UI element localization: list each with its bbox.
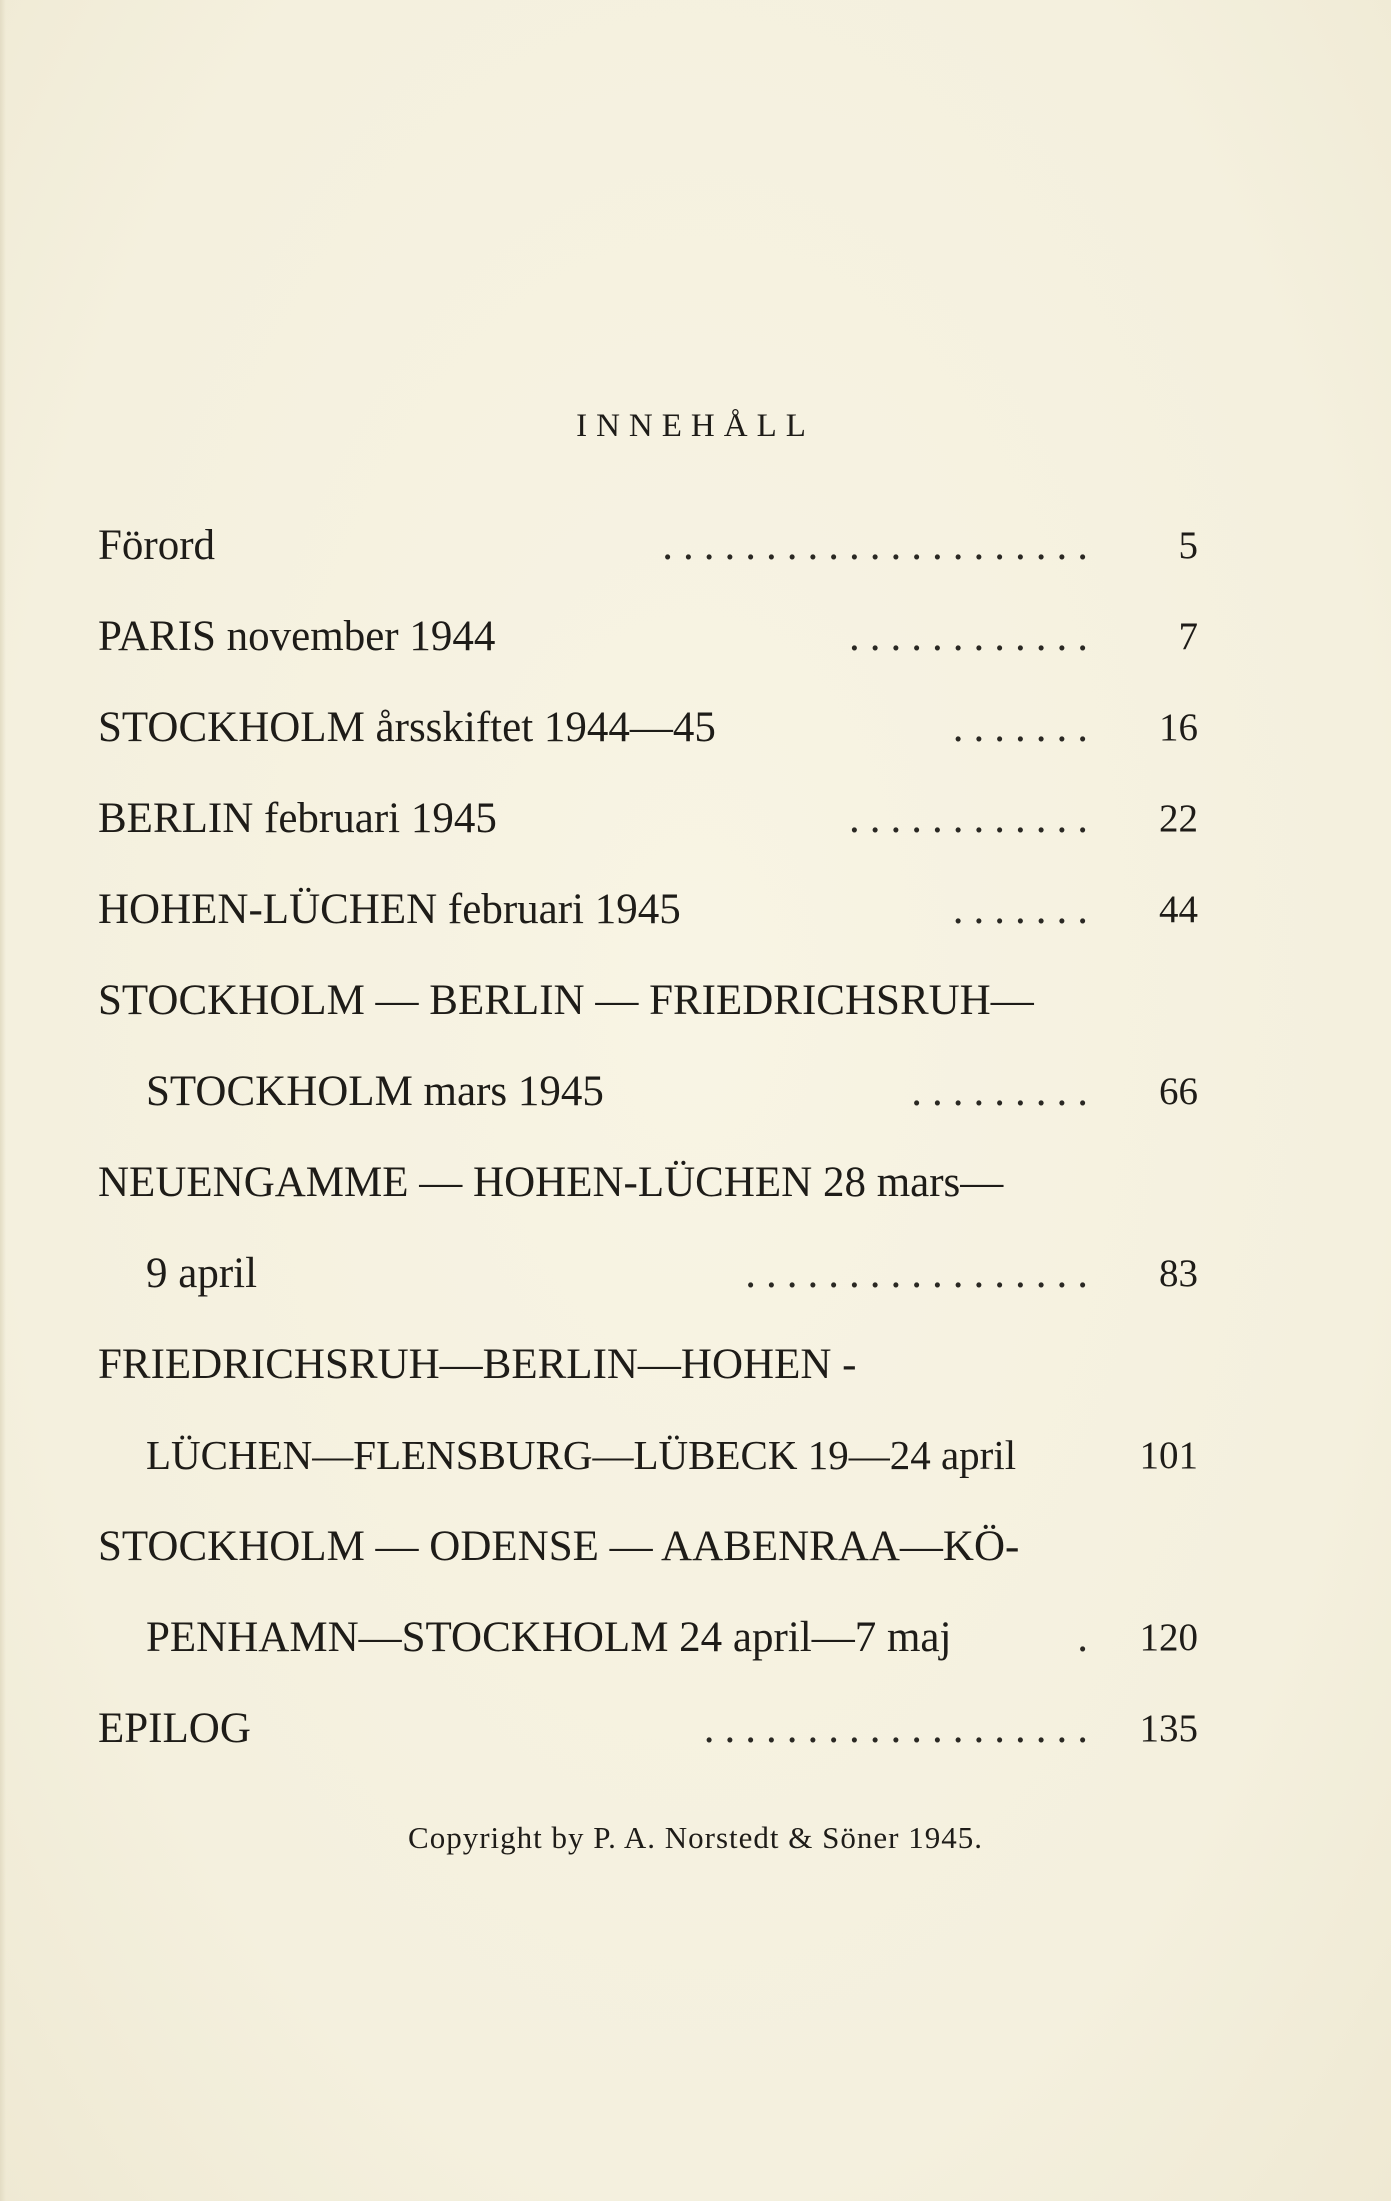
toc-leader-dots: ....... — [952, 704, 1098, 751]
toc-entry-title-continued: 9 april — [146, 1250, 258, 1297]
toc-page-number: 101 — [1139, 1434, 1198, 1477]
toc-page-number: 135 — [1139, 1707, 1198, 1750]
toc-entry-title: FRIEDRICHSRUH—BERLIN—HOHEN - — [98, 1341, 857, 1388]
copyright-notice: Copyright by P. A. Norstedt & Söner 1945. — [408, 1820, 983, 1855]
toc-page-number: 22 — [1159, 797, 1198, 840]
toc-leader-dots: ..................... — [662, 522, 1098, 569]
toc-entry-neuengamme-line2 — [98, 1228, 1198, 1319]
toc-entry-epilog — [98, 1683, 1198, 1774]
toc-entry-neuengamme-line1 — [98, 1137, 1198, 1228]
toc-heading: INNEHÅLL — [576, 408, 815, 444]
toc-page-number: 83 — [1159, 1252, 1198, 1295]
toc-entry-friedrichsruh-line2 — [98, 1410, 1198, 1501]
toc-leader-dots: . — [1077, 1614, 1098, 1661]
toc-entry-hohen-luchen — [98, 864, 1198, 955]
toc-entry-stockholm-berlin-line1 — [98, 955, 1198, 1046]
toc-entry-stockholm-berlin-line2 — [98, 1046, 1198, 1137]
toc-entry-title: HOHEN-LÜCHEN februari 1945 — [98, 886, 681, 933]
toc-leader-dots: ....... — [952, 886, 1098, 933]
toc-page-number: 120 — [1139, 1616, 1198, 1659]
toc-leader-dots: ................... — [703, 1705, 1098, 1752]
toc-page-number: 66 — [1159, 1070, 1198, 1113]
toc-entry-title-continued: STOCKHOLM mars 1945 — [146, 1068, 604, 1115]
toc-entry-title: Förord — [98, 522, 216, 569]
toc-entry-title-continued: PENHAMN—STOCKHOLM 24 april—7 maj — [146, 1614, 952, 1661]
toc-entry-title: STOCKHOLM årsskiftet 1944—45 — [98, 704, 716, 751]
page-edge-shadow — [0, 0, 6, 2201]
toc-entry-paris — [98, 591, 1198, 682]
toc-entry-title: EPILOG — [98, 1705, 251, 1752]
toc-entry-berlin — [98, 773, 1198, 864]
toc-entry-title-continued: LÜCHEN—FLENSBURG—LÜBECK 19—24 april — [146, 1432, 1017, 1478]
toc-entry-title: NEUENGAMME — HOHEN-LÜCHEN 28 mars— — [98, 1159, 1004, 1206]
toc-page-number: 16 — [1159, 706, 1198, 749]
toc-page-number: 44 — [1159, 888, 1198, 931]
toc-entry-title: BERLIN februari 1945 — [98, 795, 497, 842]
toc-entry-odense-line1 — [98, 1501, 1198, 1592]
toc-entry-odense-line2 — [98, 1592, 1198, 1683]
toc-page-number: 7 — [1178, 615, 1198, 658]
toc-leader-dots: ............ — [849, 795, 1098, 842]
toc-entry-title: STOCKHOLM — BERLIN — FRIEDRICHSRUH— — [98, 977, 1034, 1024]
toc-entry-stockholm-arsskiftet — [98, 682, 1198, 773]
toc-entry-forord — [98, 500, 1198, 591]
toc-entry-friedrichsruh-line1 — [98, 1319, 1198, 1410]
toc-entry-title: STOCKHOLM — ODENSE — AABENRAA—KÖ- — [98, 1523, 1020, 1570]
toc-leader-dots: ......... — [911, 1068, 1098, 1115]
table-of-contents — [98, 500, 1198, 1774]
toc-leader-dots: ................. — [745, 1250, 1098, 1297]
toc-entry-title: PARIS november 1944 — [98, 613, 496, 660]
toc-page-number: 5 — [1178, 524, 1198, 567]
toc-leader-dots: ............ — [849, 613, 1098, 660]
